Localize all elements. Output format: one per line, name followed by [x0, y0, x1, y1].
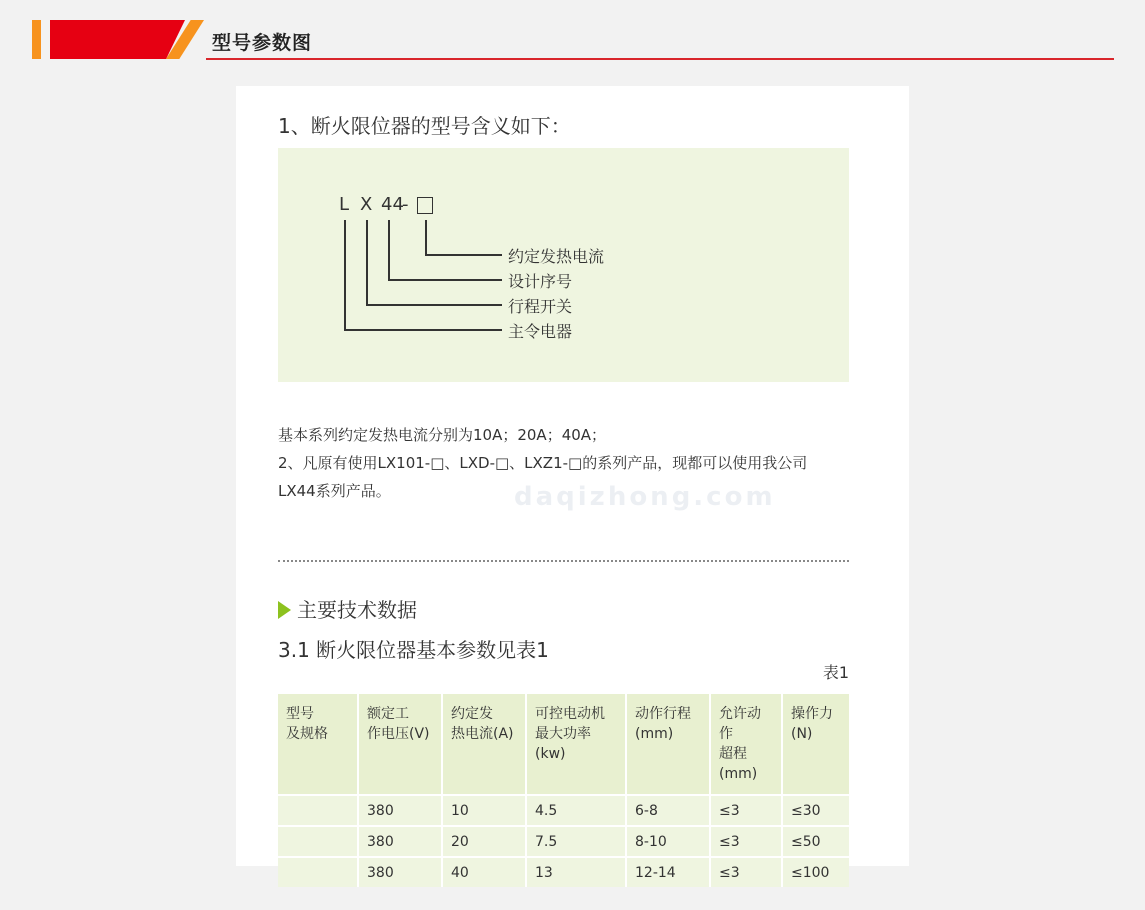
- stem-l: [344, 220, 346, 330]
- table-header-cell: 动作行程 (mm): [626, 694, 710, 795]
- code-letter-l: L: [339, 194, 350, 215]
- leader-4: [344, 329, 502, 331]
- table-header-cell: 操作力 (N): [782, 694, 849, 795]
- model-code-diagram: [278, 148, 849, 382]
- table-cell: [278, 795, 358, 826]
- table-cell: ≤3: [710, 857, 782, 887]
- code-letter-x: X: [360, 194, 373, 215]
- red-accent-block: [50, 20, 185, 59]
- table-cell: ≤3: [710, 795, 782, 826]
- table-cell: 380: [358, 857, 442, 887]
- table-cell: 8-10: [626, 826, 710, 857]
- table-cell: 10: [442, 795, 526, 826]
- table-header-row: [278, 694, 849, 795]
- code-number: 44: [381, 194, 404, 215]
- leader-2: [388, 279, 502, 281]
- header-rule: [206, 58, 1114, 60]
- page-title: 型号参数图: [212, 32, 313, 54]
- table-cell: 13: [526, 857, 626, 887]
- model-meaning-heading: 1、断火限位器的型号含义如下：: [278, 114, 571, 138]
- code-blank-box: [417, 197, 433, 214]
- stem-num: [388, 220, 390, 280]
- table-cell: 4.5: [526, 795, 626, 826]
- code-dash: -: [402, 194, 409, 215]
- stem-x: [366, 220, 368, 305]
- watermark: daqizhong.com: [514, 482, 776, 512]
- meaning-label: 约定发热电流: [508, 247, 605, 266]
- stem-box: [425, 220, 427, 255]
- meaning-label: 主令电器: [508, 322, 573, 341]
- paragraph-line: 基本系列约定发热电流分别为10A；20A；40A；: [278, 426, 607, 444]
- content-card: [236, 86, 909, 881]
- table-cell: 12-14: [626, 857, 710, 887]
- paragraph-line: LX44系列产品。: [278, 482, 391, 500]
- triangle-bullet-icon: [278, 601, 291, 619]
- table-header-cell: 额定工 作电压(V): [358, 694, 442, 795]
- table-header-cell: 型号 及规格: [278, 694, 358, 795]
- table-cell: [278, 857, 358, 887]
- table-row: [278, 826, 849, 857]
- table-cell: 380: [358, 826, 442, 857]
- leader-3: [366, 304, 502, 306]
- table-header-cell: 可控电动机 最大功率(kw): [526, 694, 626, 795]
- meaning-label: 行程开关: [508, 297, 573, 316]
- table-cell: ≤3: [710, 826, 782, 857]
- table-row: [278, 857, 849, 887]
- dotted-divider: [278, 560, 849, 562]
- table-cell: ≤100: [782, 857, 849, 887]
- orange-accent-bar: [32, 20, 41, 59]
- table-cell: ≤30: [782, 795, 849, 826]
- table-cell: 40: [442, 857, 526, 887]
- table-cell: 7.5: [526, 826, 626, 857]
- table-cell: 380: [358, 795, 442, 826]
- table-cell: 6-8: [626, 795, 710, 826]
- table-row: [278, 795, 849, 826]
- tech-data-heading-text: 主要技术数据: [297, 598, 417, 622]
- table-intro: 3.1 断火限位器基本参数见表1: [278, 638, 549, 662]
- page-header: [0, 0, 1145, 70]
- meaning-label: 设计序号: [508, 272, 573, 291]
- table-cell: ≤50: [782, 826, 849, 857]
- tech-data-heading: [278, 594, 417, 623]
- table-caption: 表1: [822, 663, 849, 682]
- table-cell: [278, 826, 358, 857]
- table-cell: 20: [442, 826, 526, 857]
- paragraph-line: 2、凡原有使用LX101-□、LXD-□、LXZ1-□的系列产品，现都可以使用我公司: [278, 454, 808, 472]
- table-header-cell: 允许动作 超程(mm): [710, 694, 782, 795]
- spec-table: [278, 694, 849, 887]
- table-header-cell: 约定发 热电流(A): [442, 694, 526, 795]
- leader-1: [425, 254, 502, 256]
